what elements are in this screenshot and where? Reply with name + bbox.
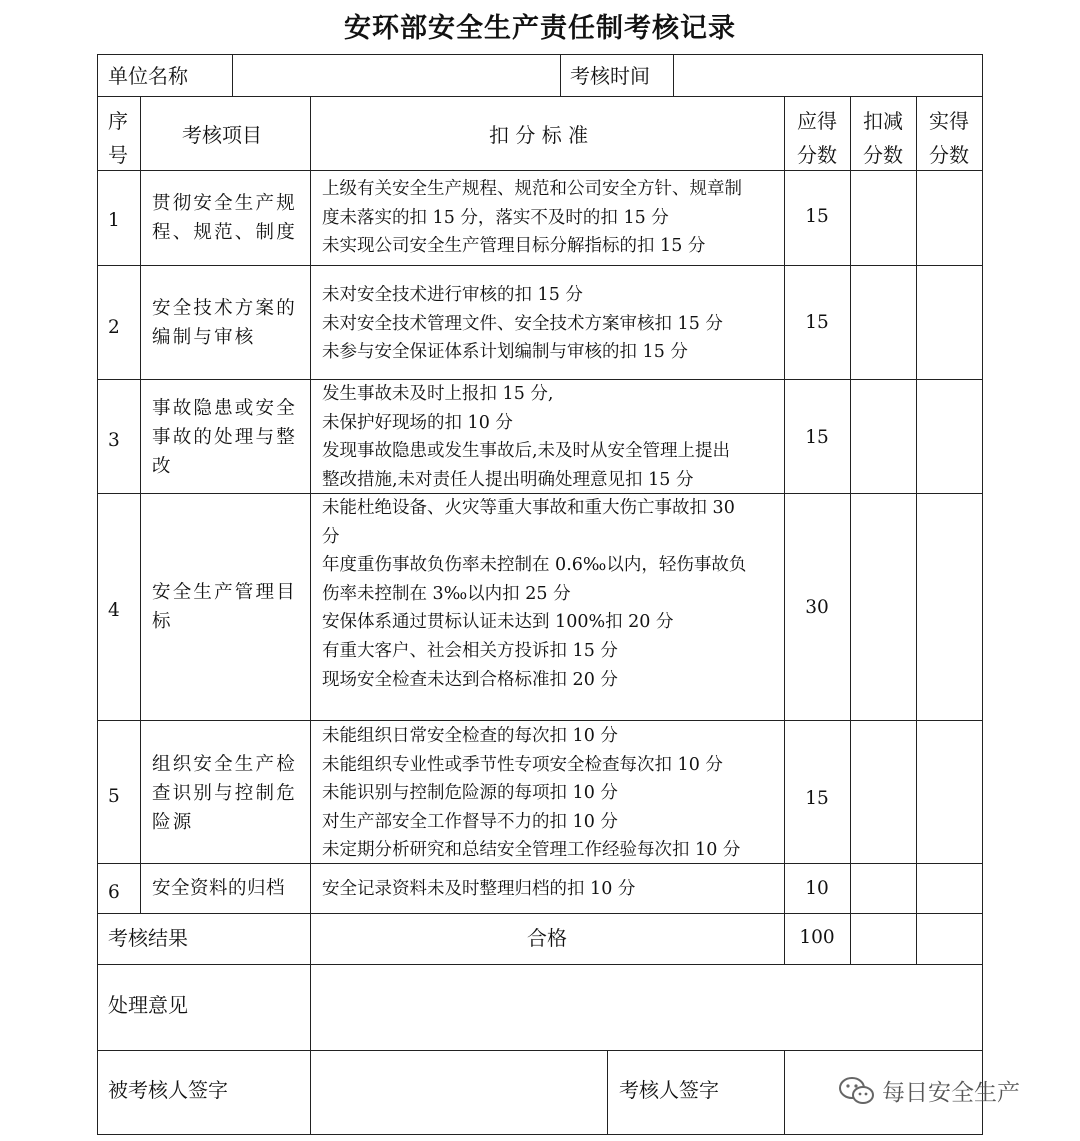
criteria-line: 未保护好现场的扣 10 分	[322, 412, 513, 433]
criteria-line: 分	[322, 526, 340, 547]
row-due-score: 30	[805, 597, 829, 618]
deduct-score-header	[850, 104, 916, 172]
row-divider	[97, 1050, 983, 1051]
criteria-line: 有重大客户、社会相关方投诉扣 15 分	[322, 640, 618, 661]
row-item: 贯彻安全生产规程、规范、制度	[152, 193, 297, 243]
result-total-score: 100	[799, 927, 835, 948]
col-divider	[850, 96, 851, 964]
col-divider	[916, 96, 917, 964]
criteria-line: 上级有关安全生产规程、规范和公司安全方针、规章制	[322, 179, 742, 199]
col-divider	[560, 54, 561, 96]
criteria-line: 伤率未控制在 3‰以内扣 25 分	[322, 583, 571, 604]
seq-header-line2: 号	[108, 143, 128, 167]
due-score-header-line2: 分数	[797, 143, 837, 167]
criteria-line: 未参与安全保证体系计划编制与审核的扣 15 分	[322, 342, 688, 363]
result-value: 合格	[527, 926, 567, 950]
row-item: 安全技术方案的编制与审核	[152, 298, 297, 348]
criteria-line: 未对安全技术进行审核的扣 15 分	[322, 285, 583, 305]
criteria-line: 对生产部安全工作督导不力的扣 10 分	[322, 811, 618, 832]
criteria-header: 扣 分 标 准	[489, 123, 589, 147]
seq-header-line1: 序	[108, 109, 128, 133]
row-divider	[97, 964, 983, 965]
col-divider	[310, 96, 311, 1135]
criteria-line: 安全记录资料未及时整理归档的扣 10 分	[322, 879, 636, 899]
wechat-icon	[838, 1076, 876, 1106]
row-criteria	[322, 281, 723, 367]
criteria-line: 发现事故隐患或发生事故后,未及时从安全管理上提出	[322, 441, 731, 462]
due-score-header	[784, 104, 850, 172]
result-label: 考核结果	[108, 926, 188, 950]
deduct-score-header-line2: 分数	[863, 143, 903, 167]
criteria-line: 发生事故未及时上报扣 15 分,	[322, 384, 554, 404]
row-item: 事故隐患或安全事故的处理与整改	[152, 398, 297, 477]
criteria-line: 未能组织日常安全检查的每次扣 10 分	[322, 726, 618, 746]
col-divider	[673, 54, 674, 96]
row-number: 3	[108, 430, 120, 451]
criteria-line: 未定期分析研究和总结安全管理工作经验每次扣 10 分	[322, 840, 741, 861]
row-due-score: 15	[805, 788, 829, 809]
criteria-line: 现场安全检查未达到合格标准扣 20 分	[322, 669, 618, 690]
row-criteria	[322, 875, 635, 904]
row-number: 5	[108, 786, 120, 807]
criteria-line: 度未落实的扣 15 分，落实不及时的扣 15 分	[322, 207, 669, 228]
criteria-line: 未实现公司安全生产管理目标分解指标的扣 15 分	[322, 236, 706, 257]
opinion-label: 处理意见	[108, 993, 188, 1017]
row-item: 组织安全生产检查识别与控制危险源	[152, 754, 297, 833]
criteria-line: 安保体系通过贯标认证未达到 100%扣 20 分	[322, 612, 674, 633]
row-criteria	[322, 380, 730, 494]
row-number: 1	[108, 210, 120, 231]
criteria-line: 未能杜绝设备、火灾等重大事故和重大伤亡事故扣 30	[322, 498, 735, 518]
row-criteria	[322, 494, 746, 694]
watermark-text: 每日安全生产	[882, 1080, 1020, 1106]
row-criteria	[322, 175, 742, 261]
deduct-score-header-line1: 扣减	[863, 109, 903, 133]
actual-score-header-line1: 实得	[929, 109, 969, 133]
examinee-signature-label: 被考核人签字	[108, 1078, 228, 1102]
criteria-line: 年度重伤事故负伤率未控制在 0.6‰以内，轻伤事故负	[322, 555, 747, 576]
criteria-line: 整改措施,未对责任人提出明确处理意见扣 15 分	[322, 469, 694, 490]
document-title: 安环部安全生产责任制考核记录	[344, 13, 736, 44]
watermark	[838, 1074, 1020, 1107]
unit-name-label: 单位名称	[108, 64, 188, 88]
row-number: 4	[108, 600, 120, 621]
criteria-line: 未能识别与控制危险源的每项扣 10 分	[322, 783, 618, 804]
row-due-score: 10	[805, 878, 829, 899]
col-divider	[784, 1050, 785, 1135]
assessment-time-label: 考核时间	[570, 64, 650, 88]
item-header: 考核项目	[182, 123, 262, 147]
seq-header	[108, 104, 128, 172]
criteria-line: 未能组织专业性或季节性专项安全检查每次扣 10 分	[322, 754, 723, 775]
row-item: 安全生产管理目标	[152, 582, 297, 632]
row-due-score: 15	[805, 206, 829, 227]
examiner-signature-label: 考核人签字	[619, 1078, 719, 1102]
col-divider	[140, 96, 141, 913]
row-item: 安全资料的归档	[152, 878, 286, 899]
actual-score-header-line2: 分数	[929, 143, 969, 167]
row-due-score: 15	[805, 312, 829, 333]
row-due-score: 15	[805, 427, 829, 448]
row-criteria	[322, 722, 740, 865]
col-divider	[607, 1050, 608, 1135]
row-number: 6	[108, 882, 120, 903]
actual-score-header	[916, 104, 982, 172]
col-divider	[232, 54, 233, 96]
row-number: 2	[108, 317, 120, 338]
criteria-line: 未对安全技术管理文件、安全技术方案审核扣 15 分	[322, 313, 723, 334]
due-score-header-line1: 应得	[797, 109, 837, 133]
